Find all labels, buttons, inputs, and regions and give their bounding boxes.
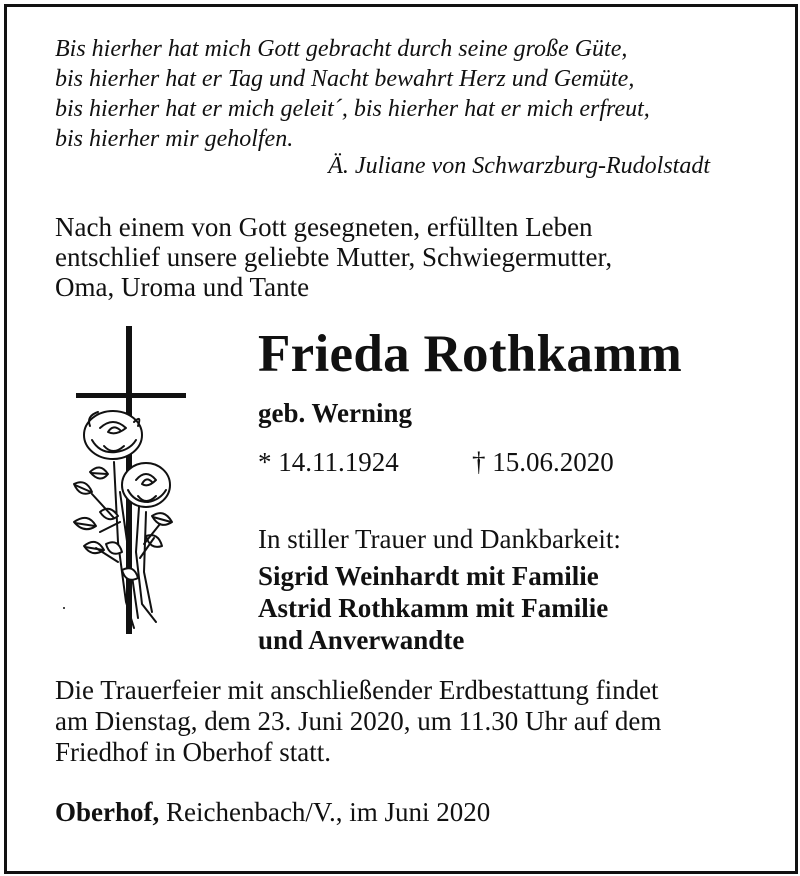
funeral-info	[55, 675, 661, 768]
intro-line: Nach einem von Gott gesegneten, erfüllten Leben	[55, 212, 593, 242]
intro-text	[55, 212, 612, 302]
funeral-line: Die Trauerfeier mit anschließender Erdbestattung findet	[55, 675, 659, 705]
mourner: und Anverwandte	[258, 625, 465, 655]
intro-line: entschlief unsere geliebte Mutter, Schwiegermutter,	[55, 242, 613, 272]
deceased-name: Frieda Rothkamm	[258, 325, 683, 383]
mourning-heading: In stiller Trauer und Dankbarkeit:	[258, 524, 621, 554]
place-rest: Reichenbach/V., im Juni 2020	[159, 797, 491, 827]
funeral-line: am Dienstag, dem 23. Juni 2020, um 11.30 Uhr auf dem	[55, 706, 662, 736]
birth-date: * 14.11.1924	[258, 447, 399, 477]
poem	[55, 34, 650, 154]
poem-line: bis hierher hat er mich geleit´, bis hierher hat er mich erfreut,	[55, 96, 650, 122]
maiden-name: geb. Werning	[258, 398, 413, 428]
poem-line: bis hierher hat er Tag und Nacht bewahrt Herz und Gemüte,	[55, 66, 635, 92]
mourners-list	[258, 560, 608, 656]
mourner: Astrid Rothkamm mit Familie	[258, 593, 609, 623]
poem-author: Ä. Juliane von Schwarzburg-Rudolstadt	[328, 153, 710, 179]
place-and-date	[55, 795, 490, 829]
mourner: Sigrid Weinhardt mit Familie	[258, 561, 599, 591]
cross-with-roses-icon	[60, 322, 200, 642]
poem-line: bis hierher mir geholfen.	[55, 126, 294, 152]
intro-line: Oma, Uroma und Tante	[55, 272, 310, 302]
funeral-line: Friedhof in Oberhof statt.	[55, 737, 331, 767]
place-town: Oberhof,	[55, 797, 160, 827]
poem-line: Bis hierher hat mich Gott gebracht durch seine große Güte,	[55, 36, 628, 62]
death-date: † 15.06.2020	[472, 447, 614, 477]
